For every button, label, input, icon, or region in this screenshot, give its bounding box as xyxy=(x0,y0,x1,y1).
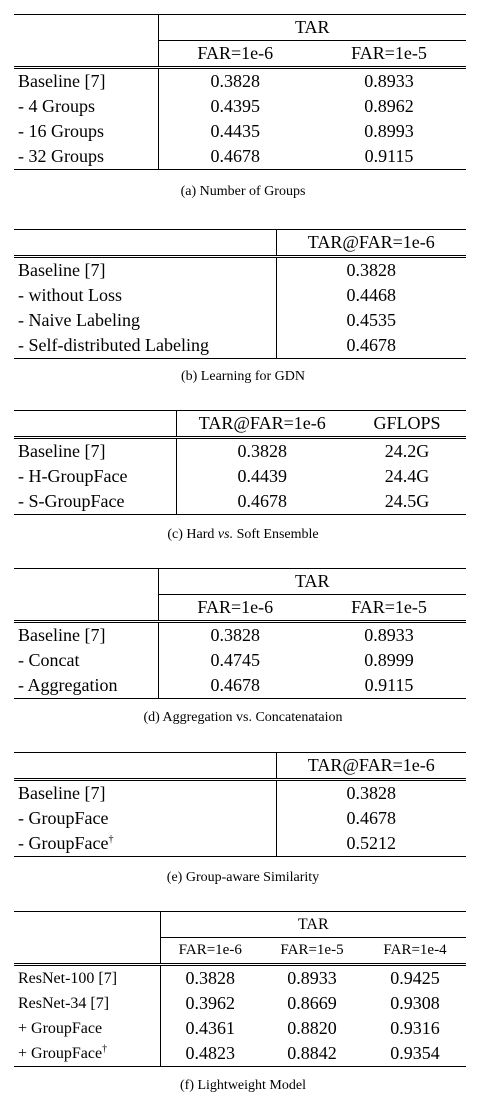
table-row xyxy=(14,965,466,992)
column-header: TAR@FAR=1e-6 xyxy=(276,230,466,257)
row-label: - Concat xyxy=(14,648,158,673)
table-c xyxy=(14,410,466,515)
row-label: Baseline [7] xyxy=(14,438,176,465)
caption-e: (e) Group-aware Similarity xyxy=(166,870,320,885)
cell: 0.4678 xyxy=(158,144,312,170)
table-f xyxy=(14,911,466,1067)
table-row xyxy=(14,780,466,807)
table-row xyxy=(14,308,466,333)
dagger-mark: † xyxy=(102,1043,108,1055)
row-label: - 16 Groups xyxy=(14,119,158,144)
cell: 0.3828 xyxy=(176,438,348,465)
row-label: Baseline [7] xyxy=(14,257,276,284)
cell: 0.3828 xyxy=(160,965,260,992)
cell: 0.4535 xyxy=(346,310,396,330)
table-row xyxy=(14,489,466,515)
cell: 0.8999 xyxy=(364,650,414,670)
cell: 0.8842 xyxy=(260,1041,364,1067)
caption-d: (d) Aggregation vs. Concatenataion xyxy=(143,710,343,725)
cell: 0.4395 xyxy=(210,96,260,116)
group-header: TAR xyxy=(158,569,466,595)
row-label: Baseline [7] xyxy=(14,780,276,807)
caption-f: (f) Lightweight Model xyxy=(180,1078,306,1093)
table-row xyxy=(14,806,466,831)
table-d xyxy=(14,568,466,699)
row-label: - without Loss xyxy=(14,283,276,308)
cell: 0.8993 xyxy=(364,121,414,141)
cell: 24.5G xyxy=(348,489,466,515)
cell: 0.8820 xyxy=(287,1018,337,1038)
cell: 0.3828 xyxy=(158,622,312,649)
cell: 0.4678 xyxy=(176,489,348,515)
cell: 0.3962 xyxy=(185,993,235,1013)
cell: 0.8962 xyxy=(364,96,414,116)
column-header: FAR=1e-4 xyxy=(383,942,447,958)
column-header: GFLOPS xyxy=(348,411,466,438)
table-row xyxy=(14,333,466,359)
column-header: FAR=1e-5 xyxy=(351,597,427,617)
table-row xyxy=(14,464,466,489)
table-row xyxy=(14,68,466,95)
table-row xyxy=(14,622,466,649)
cell: 0.8933 xyxy=(260,965,364,992)
cell: 0.9354 xyxy=(364,1041,466,1067)
cell: 0.4361 xyxy=(185,1018,235,1038)
cell: 0.9425 xyxy=(364,965,466,992)
row-label: - H-GroupFace xyxy=(14,464,176,489)
table-row xyxy=(14,94,466,119)
column-header: FAR=1e-5 xyxy=(280,942,344,958)
row-label: + GroupFace xyxy=(14,1016,160,1041)
table-row xyxy=(14,438,466,465)
row-label: - Naive Labeling xyxy=(14,308,276,333)
cell: 0.9115 xyxy=(312,673,466,699)
cell: 0.4468 xyxy=(346,285,396,305)
column-header: FAR=1e-6 xyxy=(197,43,274,63)
cell: 0.4745 xyxy=(210,650,260,670)
group-header: TAR xyxy=(158,15,466,41)
column-header: TAR@FAR=1e-6 xyxy=(176,411,348,438)
cell: 0.4439 xyxy=(237,466,287,486)
row-label: Baseline [7] xyxy=(14,68,158,95)
table-e xyxy=(14,752,466,857)
row-label: - GroupFace† xyxy=(14,831,276,857)
cell: 24.4G xyxy=(384,466,430,486)
cell: 0.9316 xyxy=(390,1018,440,1038)
cell: 0.4435 xyxy=(210,121,260,141)
cell: 0.5212 xyxy=(276,831,466,857)
caption-a: (a) Number of Groups xyxy=(180,184,306,199)
table-row xyxy=(14,283,466,308)
table-a xyxy=(14,14,466,170)
cell: 0.4678 xyxy=(276,333,466,359)
table-row xyxy=(14,991,466,1016)
cell: 0.3828 xyxy=(276,780,466,807)
row-label: - Aggregation xyxy=(14,673,158,699)
cell: 0.9115 xyxy=(312,144,466,170)
table-row xyxy=(14,1016,466,1041)
cell: 0.4823 xyxy=(160,1041,260,1067)
row-label: - 32 Groups xyxy=(14,144,158,170)
table-row xyxy=(14,831,466,857)
cell: 0.8933 xyxy=(312,622,466,649)
table-row xyxy=(14,1041,466,1067)
cell: 0.3828 xyxy=(158,68,312,95)
row-label: - 4 Groups xyxy=(14,94,158,119)
table-row xyxy=(14,648,466,673)
table-row xyxy=(14,257,466,284)
group-header: TAR xyxy=(160,912,466,938)
row-label: + GroupFace† xyxy=(14,1041,160,1067)
cell: 0.9308 xyxy=(390,993,440,1013)
column-header: TAR@FAR=1e-6 xyxy=(276,753,466,780)
column-header: FAR=1e-5 xyxy=(351,43,427,63)
caption-b: (b) Learning for GDN xyxy=(180,369,305,384)
column-header: FAR=1e-6 xyxy=(178,942,242,958)
cell: 0.8933 xyxy=(312,68,466,95)
cell: 0.4678 xyxy=(346,808,396,828)
dagger-mark: † xyxy=(108,834,114,845)
column-header: FAR=1e-6 xyxy=(197,597,274,617)
row-label: Baseline [7] xyxy=(14,622,158,649)
cell: 0.8669 xyxy=(287,993,337,1013)
table-row xyxy=(14,144,466,170)
row-label: - Self-distributed Labeling xyxy=(14,333,276,359)
row-label: - S-GroupFace xyxy=(14,489,176,515)
cell: 24.2G xyxy=(348,438,466,465)
cell: 0.3828 xyxy=(276,257,466,284)
cell: 0.4678 xyxy=(158,673,312,699)
table-row xyxy=(14,673,466,699)
table-row xyxy=(14,119,466,144)
row-label: - GroupFace xyxy=(14,806,276,831)
row-label: ResNet-34 [7] xyxy=(14,991,160,1016)
table-b xyxy=(14,229,466,359)
caption-c: (c) Hard vs. Soft Ensemble xyxy=(167,527,319,542)
row-label: ResNet-100 [7] xyxy=(14,965,160,992)
